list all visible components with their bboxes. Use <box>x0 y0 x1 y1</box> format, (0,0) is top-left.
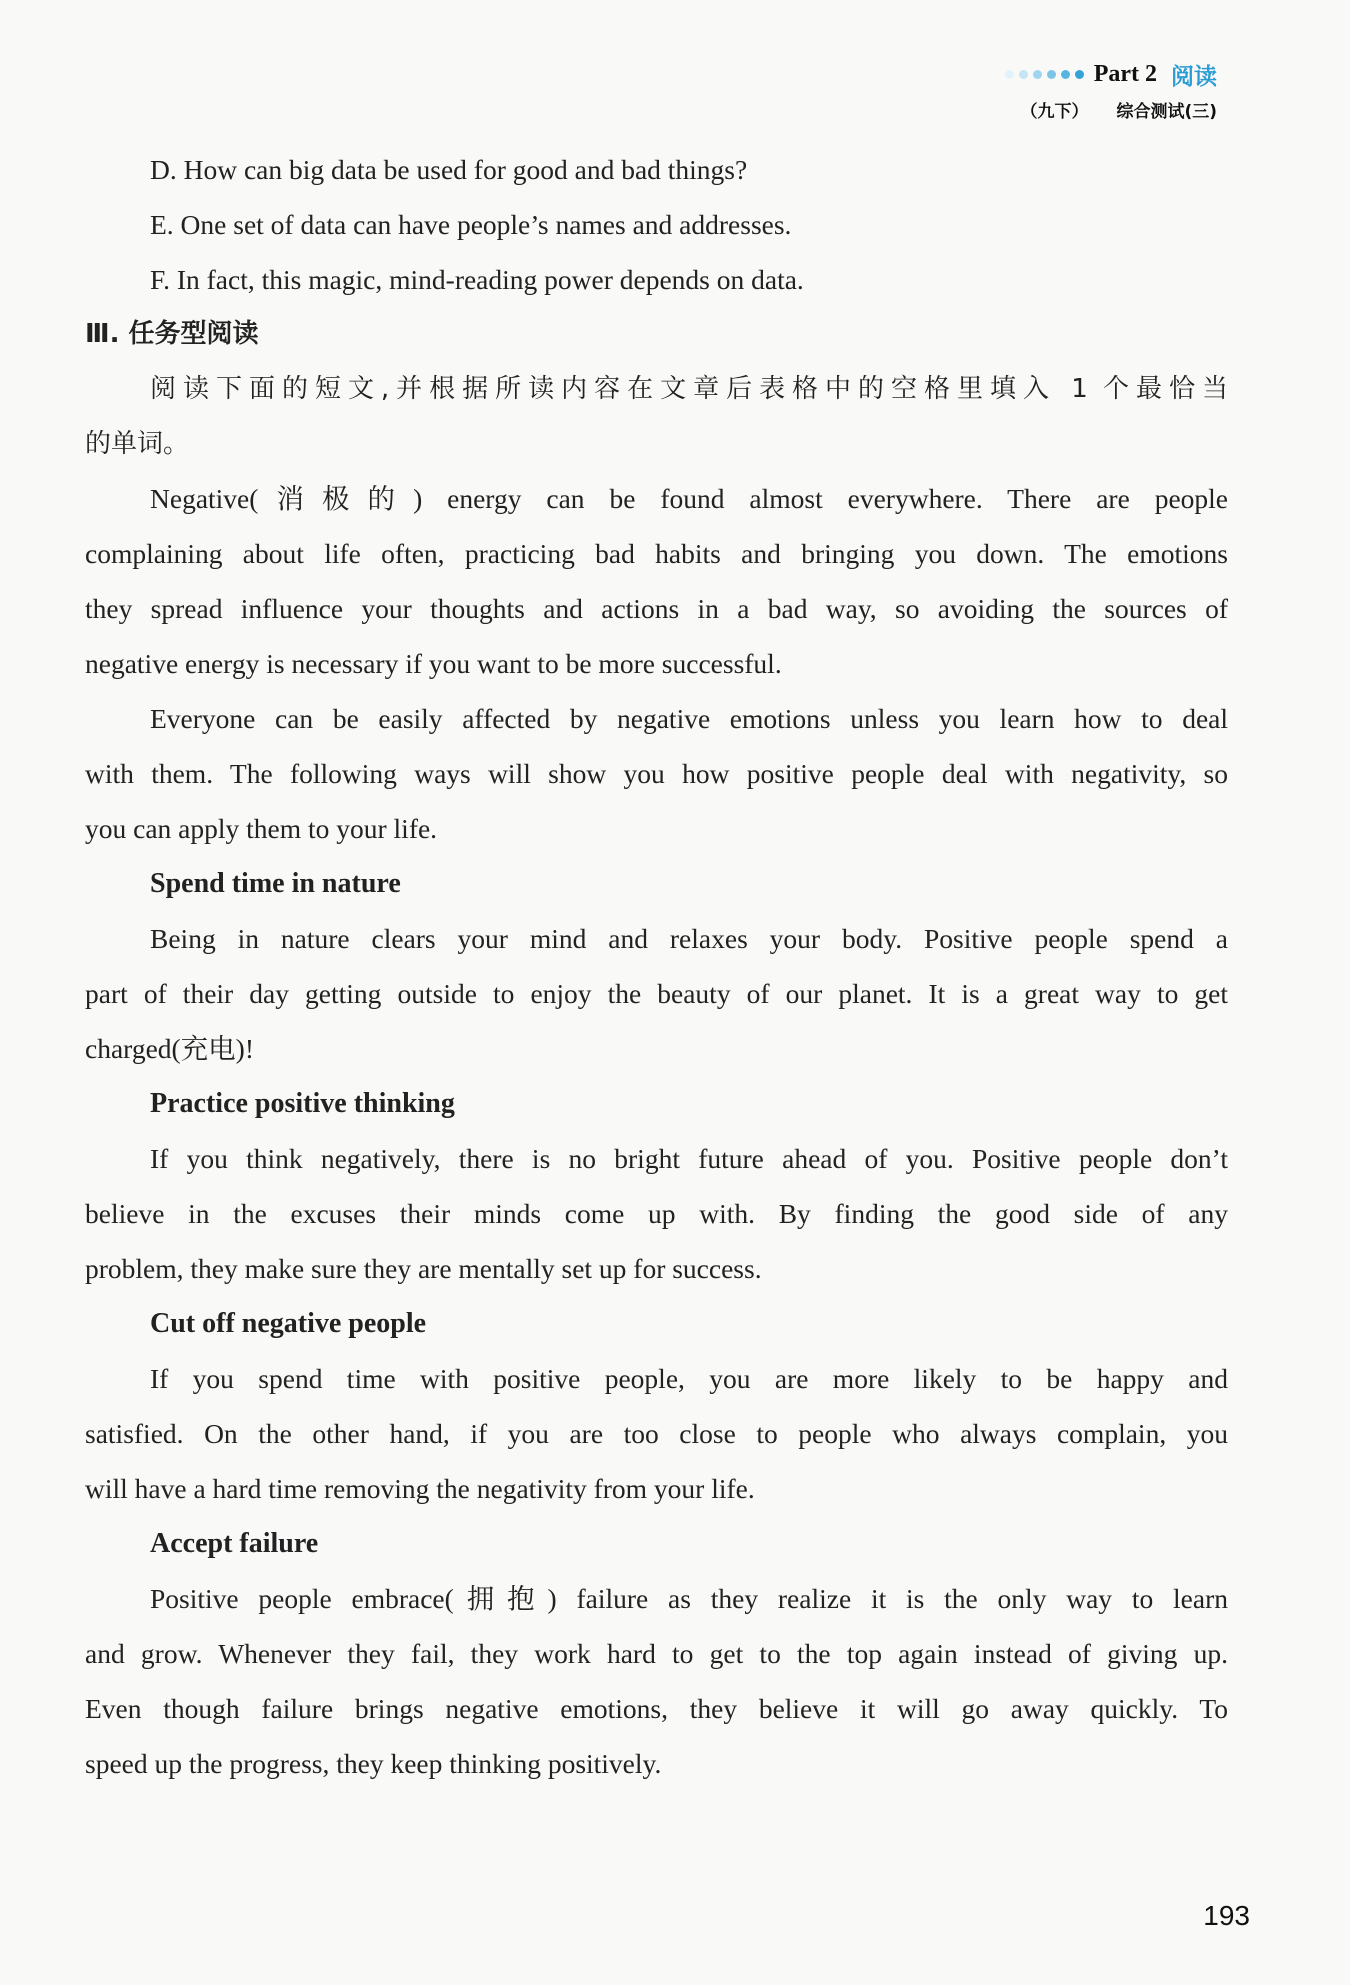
paragraph-line: speed up the progress, they keep thinking positively. <box>85 1748 662 1779</box>
paragraph-line: satisfied. On the other hand, if you are too close to people who always complain, you <box>85 1418 1228 1449</box>
dot-icon <box>1019 70 1028 79</box>
section-label: 阅读 <box>1171 64 1217 90</box>
paragraph-line: Even though failure brings negative emotions, they believe it will go away quickly. To <box>85 1693 1228 1724</box>
paragraph-line: If you spend time with positive people, you are more likely to be happy and <box>150 1363 1228 1394</box>
paragraph-line: complaining about life often, practicing bad habits and bringing you down. The emotions <box>85 538 1228 569</box>
subheading: Practice positive thinking <box>150 1088 455 1119</box>
page-header <box>1005 58 1217 91</box>
dot-icon <box>1047 70 1056 79</box>
header-subtitle <box>1020 97 1217 122</box>
paragraph-line: charged(充电)! <box>85 1033 255 1064</box>
dot-icon <box>1005 70 1014 79</box>
paragraph-line: you can apply them to your life. <box>85 813 438 844</box>
paragraph-line: and grow. Whenever they fail, they work hard to get to the top again instead of giving up. <box>85 1638 1228 1669</box>
dot-icon <box>1033 70 1042 79</box>
paragraph-line: Negative(消极的) energy can be found almost everywhere. There are people <box>150 483 1228 514</box>
paragraph-line: part of their day getting outside to enjoy the beauty of our planet. It is a great way to get <box>85 978 1228 1009</box>
page-number: 193 <box>1203 1900 1250 1931</box>
part-label: Part 2 <box>1093 61 1157 87</box>
paragraph-line: If you think negatively, there is no bright future ahead of you. Positive people don’t <box>150 1143 1228 1174</box>
subheading: Accept failure <box>150 1528 319 1559</box>
paragraph-line: will have a hard time removing the negativity from your life. <box>85 1473 755 1504</box>
section-title: Ⅲ. 任务型阅读 <box>85 319 259 349</box>
option-f: F. In fact, this magic, mind-reading power depends on data. <box>150 264 804 295</box>
paragraph-line: they spread influence your thoughts and actions in a bad way, so avoiding the sources of <box>85 593 1228 624</box>
dot-icon <box>1061 70 1070 79</box>
option-e: E. One set of data can have people’s names and addresses. <box>150 209 792 240</box>
dot-icon <box>1075 70 1084 79</box>
subheading: Spend time in nature <box>150 868 401 899</box>
paragraph-line: Positive people embrace(拥抱) failure as they realize it is the only way to learn <box>150 1583 1228 1614</box>
paragraph-line: believe in the excuses their minds come up with. By finding the good side of any <box>85 1198 1228 1229</box>
paragraph-line: Being in nature clears your mind and relaxes your body. Positive people spend a <box>150 923 1228 954</box>
instruction-line: 阅读下面的短文,并根据所读内容在文章后表格中的空格里填入 1 个最恰当 <box>150 374 1228 404</box>
paragraph-line: with them. The following ways will show you how positive people deal with negativity, so <box>85 758 1228 789</box>
decorative-dots-icon <box>1005 70 1084 79</box>
paragraph-line: negative energy is necessary if you want to be more successful. <box>85 648 782 679</box>
paragraph-line: Everyone can be easily affected by negative emotions unless you learn how to deal <box>150 703 1228 734</box>
instruction-line: 的单词。 <box>85 429 190 459</box>
subheading: Cut off negative people <box>150 1308 427 1339</box>
option-d: D. How can big data be used for good and bad things? <box>150 154 748 185</box>
grade-label: （九下） <box>1020 102 1089 122</box>
paragraph-line: problem, they make sure they are mentally set up for success. <box>85 1253 762 1284</box>
test-label: 综合测试(三) <box>1116 102 1217 122</box>
